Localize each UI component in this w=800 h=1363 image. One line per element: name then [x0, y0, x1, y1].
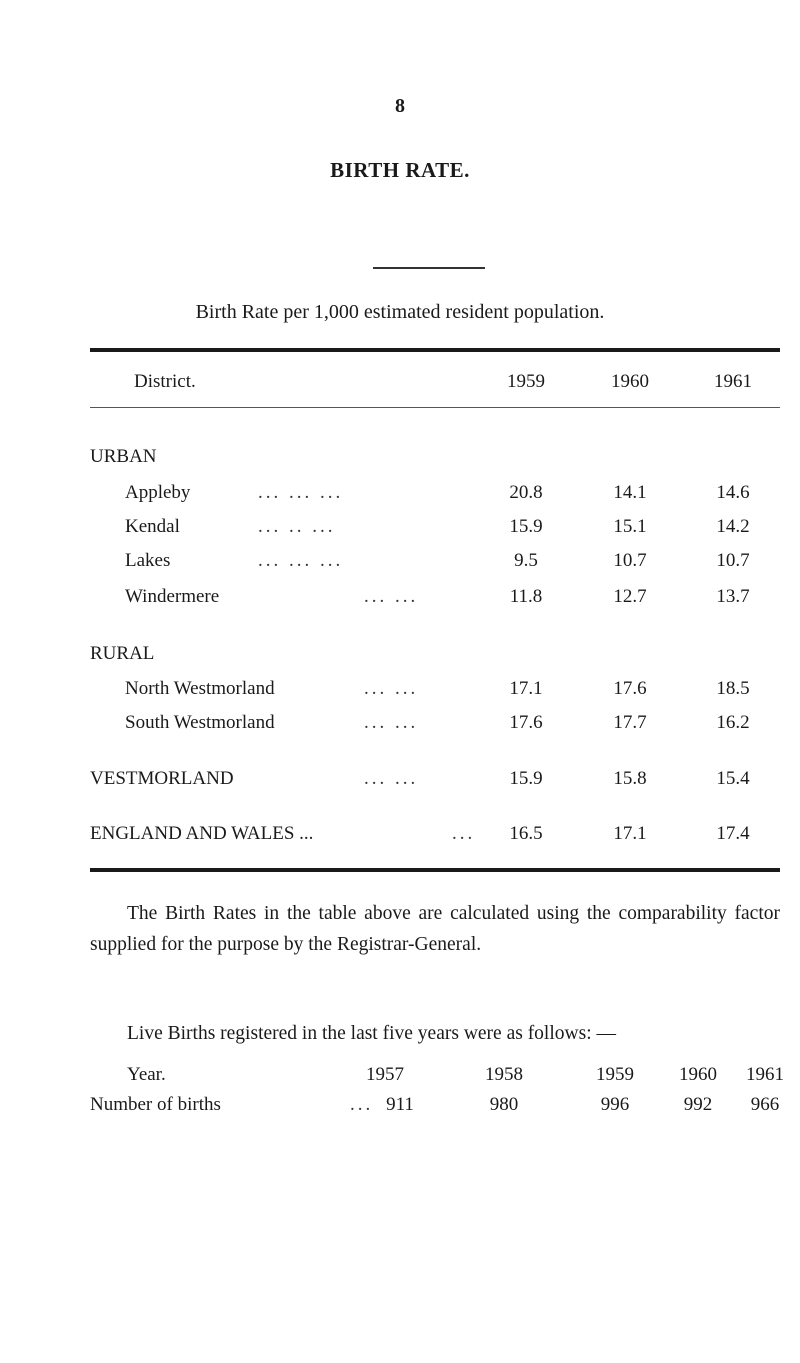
row-name: Lakes	[125, 550, 171, 571]
note-text: The Birth Rates in the table above are calculated using the comparability factor supplied for the purpose by the Registrar-General.	[90, 903, 780, 955]
births-cell: 996	[600, 1094, 630, 1115]
value-1959: 17.1	[509, 678, 543, 699]
table-top-rule	[90, 348, 780, 352]
row-leaders: ... ... ...	[258, 550, 344, 571]
title-divider	[373, 267, 485, 269]
year-cell: 1957	[366, 1064, 404, 1085]
note-paragraph	[90, 898, 780, 960]
value-1961: 10.7	[716, 550, 750, 571]
row-name: Appleby	[125, 482, 191, 503]
value-1960: 17.6	[613, 678, 647, 699]
value-1960: 17.7	[613, 712, 647, 733]
row-leaders: ... ...	[364, 768, 419, 789]
row-name: Kendal	[125, 516, 180, 537]
value-1960: 10.7	[613, 550, 647, 571]
page-number: 8	[395, 95, 405, 117]
births-leaders: ...	[350, 1094, 374, 1115]
year-cell: 1958	[485, 1064, 523, 1085]
table-subtitle: Birth Rate per 1,000 estimated resident population.	[195, 301, 605, 323]
header-district: District.	[134, 371, 196, 392]
row-leaders: ... ...	[364, 678, 419, 699]
header-year-1960: 1960	[611, 371, 649, 392]
value-1961: 16.2	[716, 712, 750, 733]
value-1961: 14.6	[716, 482, 750, 503]
row-name: North Westmorland	[125, 678, 275, 699]
value-1959: 15.9	[509, 768, 543, 789]
value-1961: 15.4	[716, 768, 750, 789]
value-1961: 13.7	[716, 586, 750, 607]
group-label-urban: URBAN	[90, 446, 157, 467]
row-leaders: ... ...	[364, 586, 419, 607]
value-1961: 14.2	[716, 516, 750, 537]
births-cell: 992	[683, 1094, 713, 1115]
year-cell: 1960	[679, 1064, 717, 1085]
value-1961: 17.4	[716, 823, 750, 844]
header-year-1959: 1959	[507, 371, 545, 392]
value-1959: 17.6	[509, 712, 543, 733]
row-name: VESTMORLAND	[90, 768, 234, 789]
row-name: ENGLAND AND WALES ...	[90, 823, 314, 844]
births-label: Number of births	[90, 1094, 221, 1115]
value-1959: 20.8	[509, 482, 543, 503]
table-bottom-rule	[90, 868, 780, 872]
year-label: Year.	[127, 1064, 166, 1085]
group-label-rural: RURAL	[90, 643, 155, 664]
page-title: BIRTH RATE.	[330, 158, 470, 182]
value-1959: 15.9	[509, 516, 543, 537]
row-leaders: ... .. ...	[258, 516, 336, 537]
row-leaders: ...	[452, 823, 476, 844]
year-cell: 1959	[596, 1064, 634, 1085]
header-year-1961: 1961	[714, 371, 752, 392]
value-1959: 9.5	[514, 550, 538, 571]
births-cell: 980	[489, 1094, 519, 1115]
row-leaders: ... ...	[364, 712, 419, 733]
births-cell: 911	[386, 1094, 414, 1115]
row-name: South Westmorland	[125, 712, 275, 733]
value-1960: 17.1	[613, 823, 647, 844]
value-1960: 14.1	[613, 482, 647, 503]
year-cell: 1961	[746, 1064, 784, 1085]
value-1960: 15.8	[613, 768, 647, 789]
value-1961: 18.5	[716, 678, 750, 699]
row-leaders: ... ... ...	[258, 482, 344, 503]
births-cell: 966	[750, 1094, 780, 1115]
value-1959: 11.8	[509, 586, 543, 607]
value-1959: 16.5	[509, 823, 543, 844]
value-1960: 12.7	[613, 586, 647, 607]
value-1960: 15.1	[613, 516, 647, 537]
row-name: Windermere	[125, 586, 220, 607]
live-births-intro: Live Births registered in the last five years were as follows: —	[127, 1023, 616, 1044]
header-bottom-rule	[90, 407, 780, 408]
